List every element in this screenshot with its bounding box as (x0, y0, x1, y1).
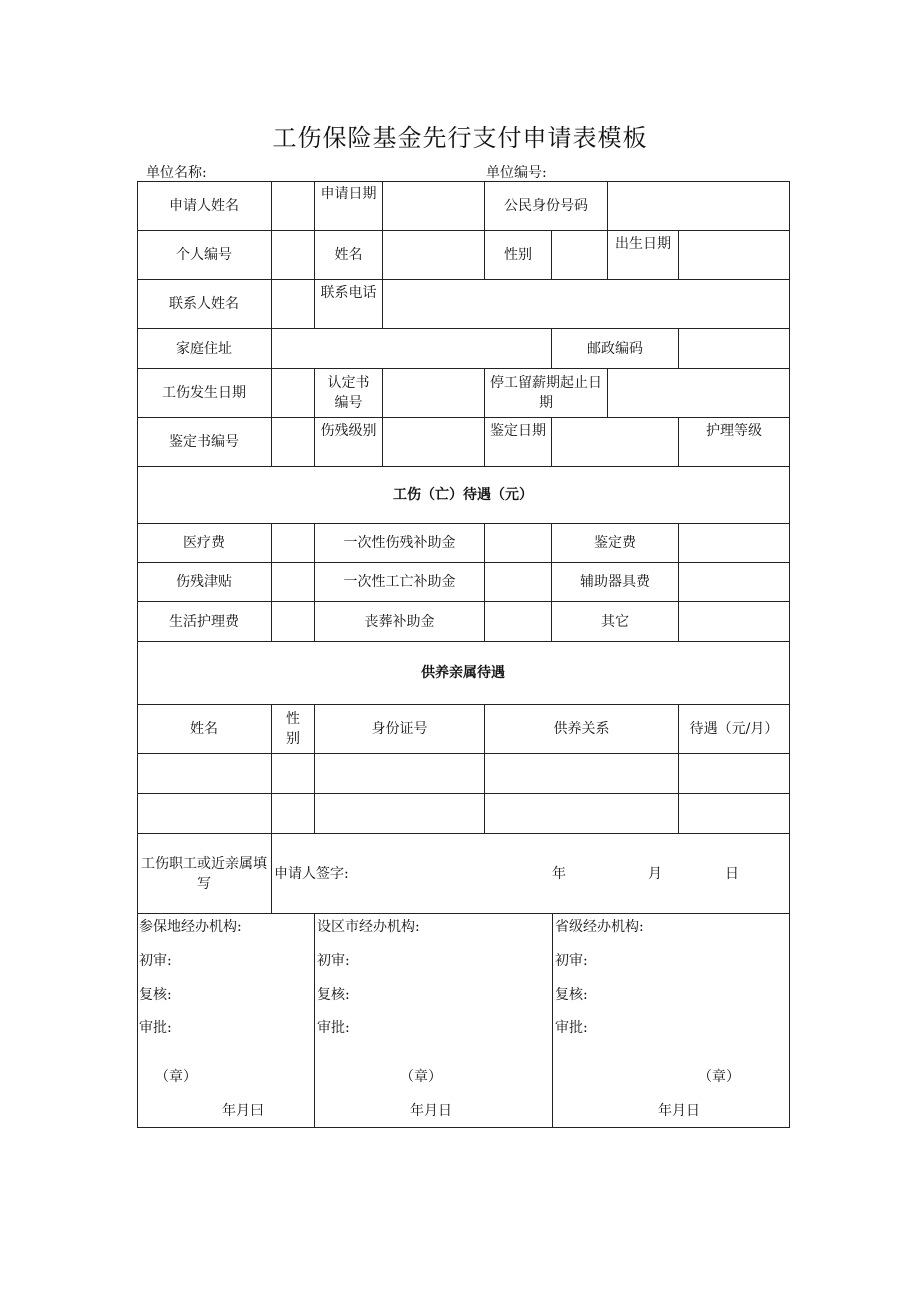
appraisal-fee-field[interactable] (679, 524, 790, 563)
one-time-death-label: 一次性工亡补助金 (315, 563, 485, 602)
medical-fee-field[interactable] (272, 524, 315, 563)
page-title: 工伤保险基金先行支付申请表模板 (272, 124, 648, 152)
sign-day-label: 日 (725, 865, 739, 882)
gender-field[interactable] (552, 231, 608, 280)
agency-local[interactable] (137, 914, 315, 1128)
agency-province-seal: （章） (698, 1069, 740, 1085)
apply-date-field[interactable] (383, 181, 485, 231)
agency-province-title: 省级经办机构: (555, 919, 644, 935)
application-form (137, 181, 790, 1128)
signature-area[interactable] (272, 834, 790, 914)
personal-no-field[interactable] (272, 231, 315, 280)
funeral-field[interactable] (485, 602, 552, 642)
assistive-device-label: 辅助器具费 (552, 563, 679, 602)
dependent-id-cell[interactable] (315, 754, 485, 794)
dependent-gender-cell[interactable] (272, 794, 315, 834)
name2-field[interactable] (383, 231, 485, 280)
injury-date-label: 工伤发生日期 (137, 369, 272, 418)
dependent-name-cell[interactable] (137, 754, 272, 794)
agency-local-review: 复核: (139, 987, 172, 1003)
dependent-gender-header: 性别 (272, 705, 315, 754)
agency-city-date: 年月日 (410, 1103, 452, 1119)
postcode-field[interactable] (679, 329, 790, 369)
birth-date-label: 出生日期 (608, 231, 679, 280)
agency-local-first-review: 初审: (139, 953, 172, 969)
sign-year-label: 年 (552, 865, 566, 882)
agency-city-title: 设区市经办机构: (317, 919, 420, 935)
one-time-death-field[interactable] (485, 563, 552, 602)
agency-city-seal: （章） (400, 1069, 442, 1085)
agency-province-date: 年月日 (658, 1103, 700, 1119)
dependent-name-cell[interactable] (137, 794, 272, 834)
dependent-gender-cell[interactable] (272, 754, 315, 794)
injury-date-field[interactable] (272, 369, 315, 418)
contact-phone-field[interactable] (383, 280, 790, 329)
medical-fee-label: 医疗费 (137, 524, 272, 563)
name2-label: 姓名 (315, 231, 383, 280)
gender-label: 性别 (485, 231, 552, 280)
apply-date-label: 申请日期 (315, 181, 383, 231)
id-number-field[interactable] (608, 181, 790, 231)
dependent-benefit-cell[interactable] (679, 754, 790, 794)
cert-no-field[interactable] (383, 369, 485, 418)
dependent-relation-header: 供养关系 (485, 705, 679, 754)
funeral-label: 丧葬补助金 (315, 602, 485, 642)
care-level-label: 护理等级 (679, 418, 790, 467)
agency-province-approve: 审批: (555, 1020, 588, 1036)
form-bottom-border (137, 1127, 790, 1128)
disability-level-label: 伤残级别 (315, 418, 383, 467)
agency-city-approve: 审批: (317, 1020, 350, 1036)
agency-local-approve: 审批: (139, 1020, 172, 1036)
unit-name-label: 单位名称: (146, 165, 207, 181)
agency-city[interactable] (315, 914, 553, 1128)
appraisal-date-field[interactable] (552, 418, 679, 467)
benefits-section-title: 工伤（亡）待遇（元） (137, 467, 790, 524)
other-fee-label: 其它 (552, 602, 679, 642)
assistive-device-field[interactable] (679, 563, 790, 602)
agency-province[interactable] (553, 914, 790, 1128)
birth-date-field[interactable] (679, 231, 790, 280)
agency-city-review: 复核: (317, 987, 350, 1003)
signature-label: 申请人签字: (274, 865, 349, 882)
nursing-fee-field[interactable] (272, 602, 315, 642)
contact-name-label: 联系人姓名 (137, 280, 272, 329)
unit-code-label: 单位编号: (486, 165, 547, 181)
disability-allowance-label: 伤残津贴 (137, 563, 272, 602)
agency-local-seal: （章） (155, 1069, 197, 1085)
dependent-relation-cell[interactable] (485, 794, 679, 834)
dependent-benefit-cell[interactable] (679, 794, 790, 834)
personal-no-label: 个人编号 (137, 231, 272, 280)
dependent-relation-cell[interactable] (485, 754, 679, 794)
dependent-id-cell[interactable] (315, 794, 485, 834)
one-time-disability-label: 一次性伤残补助金 (315, 524, 485, 563)
id-number-label: 公民身份号码 (485, 181, 608, 231)
address-field[interactable] (272, 329, 552, 369)
contact-name-field[interactable] (272, 280, 315, 329)
dependents-section-title: 供养亲属待遇 (137, 642, 790, 705)
applicant-name-field[interactable] (272, 181, 315, 231)
paid-leave-field[interactable] (608, 369, 790, 418)
postcode-label: 邮政编码 (552, 329, 679, 369)
agency-local-title: 参保地经办机构: (139, 919, 242, 935)
other-fee-field[interactable] (679, 602, 790, 642)
filler-label: 工伤职工或近亲属填写 (137, 834, 272, 914)
applicant-name-label: 申请人姓名 (137, 181, 272, 231)
dependent-benefit-header: 待遇（元/月） (679, 705, 790, 754)
agency-province-first-review: 初审: (555, 953, 588, 969)
nursing-fee-label: 生活护理费 (137, 602, 272, 642)
one-time-disability-field[interactable] (485, 524, 552, 563)
paid-leave-label: 停工留薪期起止日期 (485, 369, 608, 418)
agency-province-review: 复核: (555, 987, 588, 1003)
address-label: 家庭住址 (137, 329, 272, 369)
appraisal-fee-label: 鉴定费 (552, 524, 679, 563)
contact-phone-label: 联系电话 (315, 280, 383, 329)
disability-allowance-field[interactable] (272, 563, 315, 602)
dependent-id-header: 身份证号 (315, 705, 485, 754)
dependent-name-header: 姓名 (137, 705, 272, 754)
sign-month-label: 月 (648, 865, 662, 882)
disability-level-field[interactable] (383, 418, 485, 467)
appraisal-date-label: 鉴定日期 (485, 418, 552, 467)
cert-no-label: 认定书编号 (315, 369, 383, 418)
agency-local-date: 年月曰 (222, 1103, 264, 1119)
appraisal-no-field[interactable] (272, 418, 315, 467)
agency-city-first-review: 初审: (317, 953, 350, 969)
appraisal-no-label: 鉴定书编号 (137, 418, 272, 467)
